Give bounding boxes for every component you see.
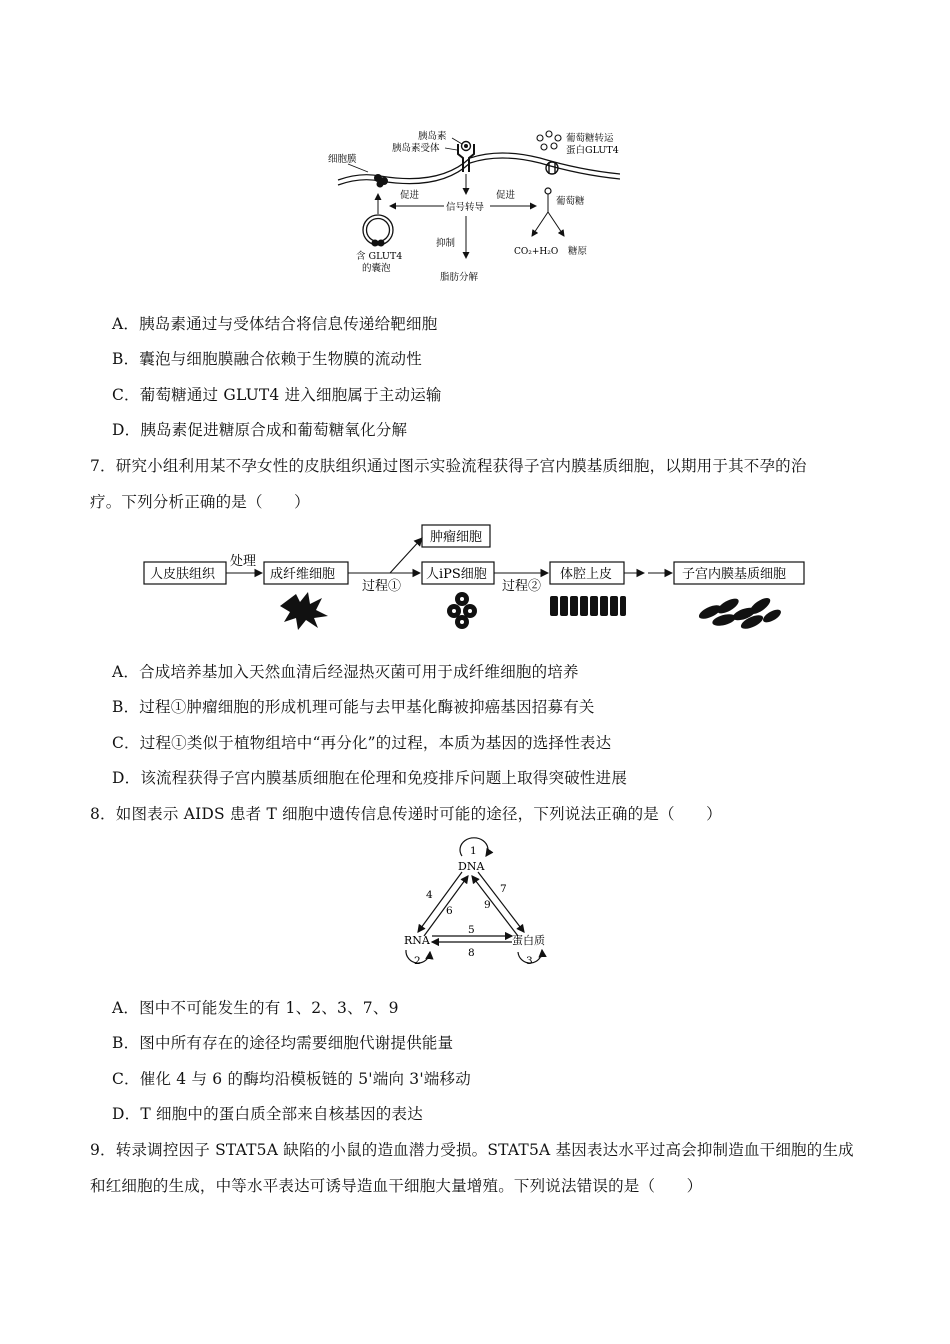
fig2-epith: 体腔上皮 bbox=[560, 567, 613, 582]
q8-option-d: D．T 细胞中的蛋白质全部来自核基因的表达 bbox=[112, 1105, 423, 1123]
q7-stem-line2: 疗。下列分析正确的是（ ） bbox=[90, 493, 310, 511]
fig1-fat: 脂肪分解 bbox=[440, 272, 479, 283]
q6-option-b: B．囊泡与细胞膜融合依赖于生物膜的流动性 bbox=[112, 350, 422, 368]
q7-stem-line1: 7．研究小组利用某不孕女性的皮肤组织通过图示实验流程获得子宫内膜基质细胞，以期用于其不孕的治 bbox=[90, 457, 807, 475]
q8-option-c: C．催化 4 与 6 的酶均沿模板链的 5'端向 3'端移动 bbox=[112, 1070, 471, 1088]
q7-option-c: C．过程①类似于植物组培中“再分化”的过程，本质为基因的选择性表达 bbox=[112, 734, 612, 752]
q6-option-c: C．葡萄糖通过 GLUT4 进入细胞属于主动运输 bbox=[112, 386, 442, 404]
q7-option-a: A．合成培养基加入天然血清后经湿热灭菌可用于成纤维细胞的培养 bbox=[112, 663, 579, 681]
fig1-promote-left: 促进 bbox=[400, 190, 420, 201]
q9-stem-line2: 和红细胞的生成，中等水平表达可诱导造血干细胞大量增殖。下列说法错误的是（ ） bbox=[90, 1177, 703, 1195]
central-dogma-diagram bbox=[396, 832, 556, 976]
fig1-signal: 信号转导 bbox=[446, 202, 485, 213]
ips-flow-diagram bbox=[140, 520, 820, 632]
fig2-fibro: 成纤维细胞 bbox=[270, 567, 336, 582]
fig1-insulin: 胰岛素 bbox=[418, 131, 447, 142]
q9-stem-line1: 9．转录调控因子 STAT5A 缺陷的小鼠的造血潜力受损。STAT5A 基因表达水平过高会抑制造血干细胞的生成 bbox=[90, 1141, 854, 1159]
fig3-n8: 8 bbox=[468, 947, 475, 959]
fig3-n5: 5 bbox=[468, 924, 475, 936]
fig3-n9: 9 bbox=[484, 899, 491, 911]
fibroblast-cell-icon bbox=[280, 592, 328, 630]
fig1-vesicle-l2: 的囊泡 bbox=[362, 263, 391, 274]
q7-option-d: D．该流程获得子宫内膜基质细胞在伦理和免疫排斥问题上取得突破性进展 bbox=[112, 769, 628, 787]
q8-stem: 8．如图表示 AIDS 患者 T 细胞中遗传信息传递时可能的途径，下列说法正确的是（ ） bbox=[90, 805, 722, 823]
fig3-n6: 6 bbox=[446, 905, 453, 917]
fig1-vesicle-l1: 含 GLUT4 bbox=[356, 251, 403, 262]
fig2-ips: 人iPS细胞 bbox=[426, 567, 487, 582]
ips-cells-icon bbox=[447, 592, 477, 629]
fig2-tumor: 肿瘤细胞 bbox=[430, 530, 483, 545]
fig2-treat: 处理 bbox=[230, 554, 257, 569]
fig2-proc2: 过程② bbox=[502, 579, 542, 594]
fig3-n7: 7 bbox=[500, 883, 507, 895]
fig1-glut4-l2: 蛋白GLUT4 bbox=[566, 145, 619, 156]
insulin-receptor-icon bbox=[458, 142, 474, 173]
glucose-molecules-icon bbox=[537, 131, 561, 150]
fig3-n1: 1 bbox=[470, 845, 477, 857]
fig1-glycogen: 糖原 bbox=[568, 246, 588, 257]
fig2-skin: 人皮肤组织 bbox=[150, 567, 216, 582]
fig1-promote-right: 促进 bbox=[496, 190, 516, 201]
fig2-proc1: 过程① bbox=[362, 579, 402, 594]
fig3-n4: 4 bbox=[426, 889, 433, 901]
fig3-n3: 3 bbox=[526, 955, 533, 967]
insulin-signaling-diagram bbox=[320, 128, 640, 286]
fig2-endo: 子宫内膜基质细胞 bbox=[682, 567, 787, 582]
fig3-rna: RNA bbox=[404, 934, 430, 947]
fig1-co2: CO₂+H₂O bbox=[514, 247, 559, 257]
fig1-receptor: 胰岛素受体 bbox=[392, 143, 440, 154]
membrane-glut4-icon bbox=[374, 174, 388, 188]
epithelium-cells-icon bbox=[550, 596, 626, 616]
fig1-glut4-l1: 葡萄糖转运 bbox=[566, 133, 614, 144]
q8-option-b: B．图中所有存在的途径均需要细胞代谢提供能量 bbox=[112, 1034, 454, 1052]
fig3-dna: DNA bbox=[458, 860, 485, 873]
q6-option-d: D．胰岛素促进糖原合成和葡萄糖氧化分解 bbox=[112, 421, 408, 439]
fig1-inhibit: 抑制 bbox=[436, 238, 456, 249]
stromal-cells-icon bbox=[697, 595, 783, 632]
q8-option-a: A．图中不可能发生的有 1、2、3、7、9 bbox=[112, 999, 399, 1017]
fig1-glucose: 葡萄糖 bbox=[556, 196, 585, 207]
fig3-protein: 蛋白质 bbox=[512, 934, 545, 947]
q6-option-a: A．胰岛素通过与受体结合将信息传递给靶细胞 bbox=[112, 315, 438, 333]
q7-option-b: B．过程①肿瘤细胞的形成机理可能与去甲基化酶被抑癌基因招募有关 bbox=[112, 698, 595, 716]
fig3-n2: 2 bbox=[414, 955, 421, 967]
vesicle-icon bbox=[363, 215, 393, 247]
fig1-membrane: 细胞膜 bbox=[328, 154, 357, 165]
